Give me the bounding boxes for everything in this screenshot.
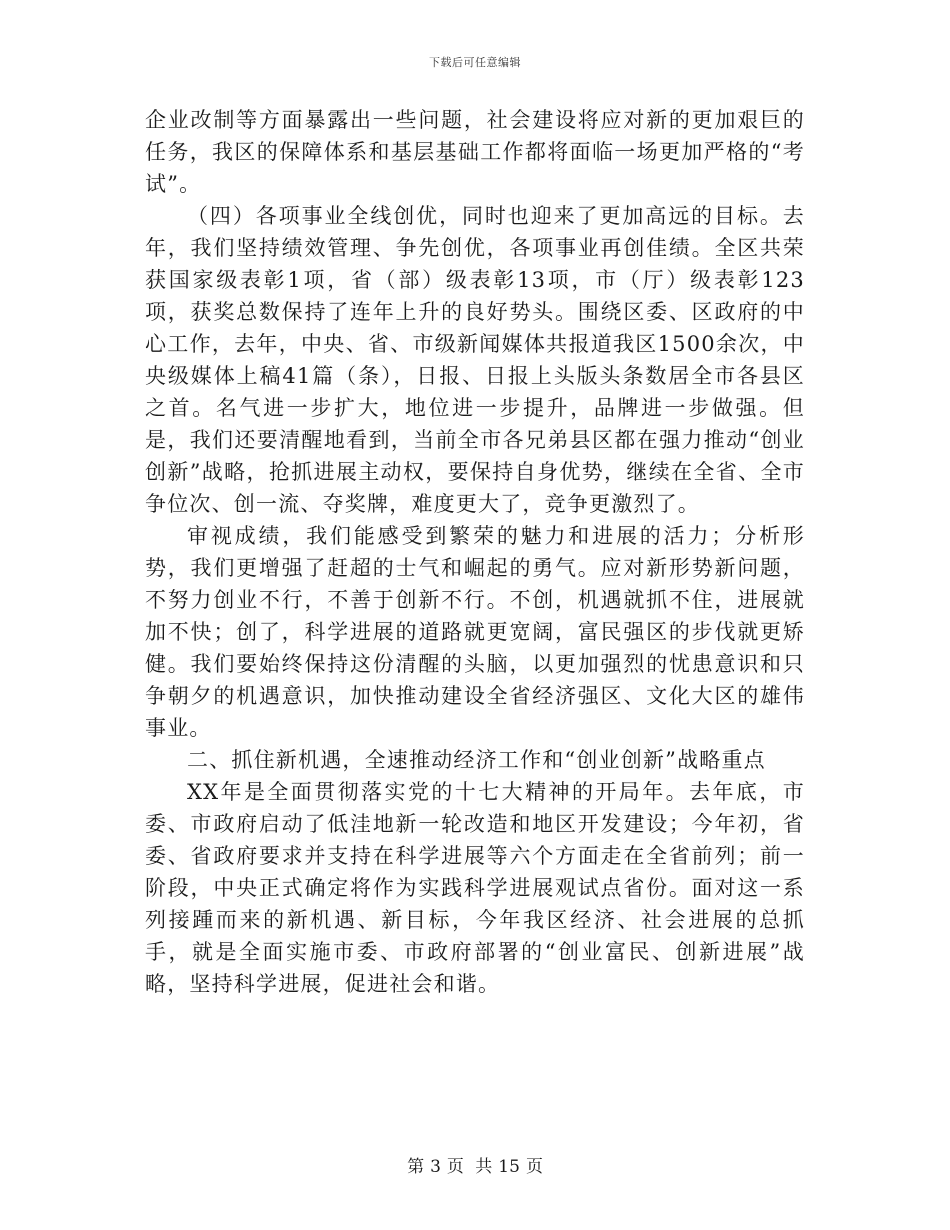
footer-total-pages: 15 <box>498 1157 520 1177</box>
paragraph-3: 审视成绩，我们能感受到繁荣的魅力和进展的活力；分析形势，我们更增强了赶超的士气和崛起的勇气。应对新形势新问题，不努力创业不行，不善于创新不行。不创，机遇就抓不住，进展就加不快；创了，科学进展的道路就更宽阔，富民强区的步伐就更矫健。我们要始终保持这份清醒的头脑，以更加强烈的忧患意识和只争朝夕的机遇意识，加快推动建设全省经济强区、文化大区的雄伟事业。 <box>145 524 805 740</box>
footer-prefix: 第 <box>407 1157 425 1177</box>
footer-middle: 页 共 <box>446 1157 493 1177</box>
paragraph-2: （四）各项事业全线创优，同时也迎来了更加高远的目标。去年，我们坚持绩效管理、争先创优，各项事业再创佳绩。全区共荣获国家级表彰1项，省（部）级表彰13项，市（厅）级表彰123项，获奖总数保持了连年上升的良好势头。围绕区委、区政府的中心工作，去年，中央、省、市级新闻媒体共报道我区1500余次，中央级媒体上稿41篇（条），日报、日报上头版头条数居全市各县区之首。名气进一步扩大，地位进一步提升，品牌进一步做强。但是，我们还要清醒地看到，当前全市各兄弟县区都在强力推动“创业创新”战略，抢抓进展主动权，要保持自身优势，继续在全省、全市争位次、创一流、夺奖牌，难度更大了，竞争更激烈了。 <box>145 204 805 516</box>
paragraph-4: XX年是全面贯彻落实党的十七大精神的开局年。去年底，市委、市政府启动了低洼地新一轮改造和地区开发建设；今年初，省委、省政府要求并支持在科学进展等六个方面走在全省前列；前一阶段，中央正式确定将作为实践科学进展观试点省份。面对这一系列接踵而来的新机遇、新目标，今年我区经济、社会进展的总抓手，就是全面实施市委、市政府部署的“创业富民、创新进展”战略，坚持科学进展，促进社会和谐。 <box>145 780 805 996</box>
page-header: 下载后可任意编辑 <box>429 56 521 69</box>
footer-page-number: 3 <box>430 1157 441 1177</box>
footer-suffix: 页 <box>525 1157 543 1177</box>
document-body <box>145 104 805 1000</box>
paragraph-1: 企业改制等方面暴露出一些问题，社会建设将应对新的更加艰巨的任务，我区的保障体系和基层基础工作都将面临一场更加严格的“考试”。 <box>145 108 805 196</box>
section-heading: 二、抓住新机遇，全速推动经济工作和“创业创新”战略重点 <box>187 748 766 772</box>
page-footer <box>0 1152 950 1177</box>
